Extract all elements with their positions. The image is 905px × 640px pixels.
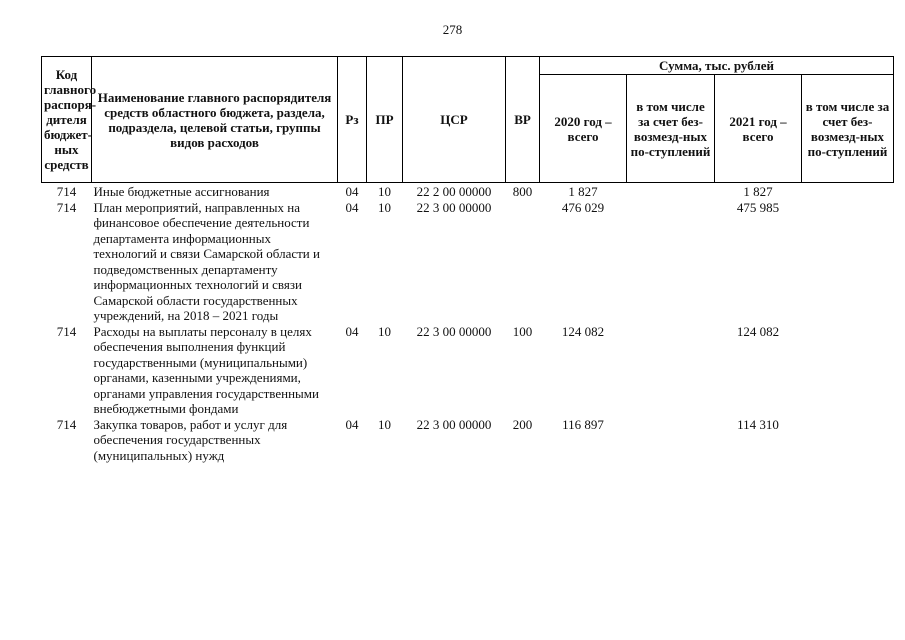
cell-2021-total: 114 310 [737, 416, 779, 432]
header-rz: Рз [338, 57, 367, 183]
cell-2020-free [627, 200, 715, 324]
header-2021-total: 2021 год – всего [715, 75, 802, 183]
cell-code: 714 [56, 323, 77, 339]
cell-rz: 04 [345, 323, 359, 339]
header-2020-total: 2020 год – всего [540, 75, 627, 183]
table-body [42, 183, 894, 464]
cell-pr: 10 [378, 199, 391, 215]
cell-2020-total: 476 029 [561, 199, 605, 215]
cell-name: Иные бюджетные ассигнования [93, 184, 270, 199]
cell-code: 714 [56, 199, 77, 215]
cell-rz: 04 [345, 184, 359, 199]
cell-vr: 200 [512, 416, 533, 432]
header-name: Наименование главного распорядителя средств областного бюджета, раздела, подраздела, целевой статьи, группы видов расходов [92, 57, 338, 183]
cell-2021-total: 1 827 [743, 184, 773, 199]
header-csr: ЦСР [403, 57, 506, 183]
cell-code: 714 [56, 416, 77, 432]
cell-pr: 10 [378, 184, 391, 199]
cell-pr: 10 [378, 323, 391, 339]
page-number: 278 [442, 22, 463, 37]
cell-name: Расходы на выплаты персоналу в целях обеспечения выполнения функций государственными (муниципальными) органами, казенными учреждениями, органами управления государственными внебюджетными фондами [93, 323, 319, 416]
cell-2021-free [802, 183, 894, 200]
cell-2021-free [802, 324, 894, 417]
cell-2020-total: 116 897 [562, 416, 604, 432]
cell-2020-total: 124 082 [561, 323, 605, 339]
header-2021-free: в том числе за счет без-возмезд-ных по-ступлений [802, 75, 894, 183]
table-row [42, 183, 894, 200]
cell-name: План мероприятий, направленных на финансовое обеспечение деятельности департамента информационных технологий и связи Самарской области и подведомственных департаменту информационных технологий и связи Самарской области государственных учреждений, на 2018 – 2021 годы [93, 199, 320, 323]
table-row [42, 417, 894, 464]
cell-vr [506, 200, 540, 324]
cell-2020-total: 1 827 [568, 184, 598, 199]
table-row [42, 324, 894, 417]
cell-csr: 22 3 00 00000 [416, 323, 492, 339]
cell-code: 714 [56, 184, 77, 199]
table-row [42, 200, 894, 324]
table-header [42, 57, 894, 183]
cell-pr: 10 [378, 416, 391, 432]
cell-2020-free [627, 324, 715, 417]
header-code: Код главного распоря-дителя бюджет-ных средств [42, 57, 92, 183]
cell-vr: 800 [512, 184, 533, 199]
cell-2020-free [627, 417, 715, 464]
cell-2021-free [802, 200, 894, 324]
cell-csr: 22 3 00 00000 [416, 199, 492, 215]
cell-csr: 22 3 00 00000 [416, 416, 492, 432]
header-sum: Сумма, тыс. рублей [540, 57, 894, 75]
budget-table [41, 56, 894, 463]
cell-2021-free [802, 417, 894, 464]
cell-2020-free [627, 183, 715, 200]
cell-csr: 22 2 00 00000 [416, 184, 492, 199]
cell-2021-total: 475 985 [736, 199, 780, 215]
cell-rz: 04 [345, 416, 359, 432]
header-pr: ПР [367, 57, 403, 183]
cell-name: Закупка товаров, работ и услуг для обеспечения государственных (муниципальных) нужд [93, 416, 288, 463]
header-vr: ВР [506, 57, 540, 183]
header-2020-free: в том числе за счет без-возмезд-ных по-ступлений [627, 75, 715, 183]
cell-2021-total: 124 082 [736, 323, 780, 339]
cell-rz: 04 [345, 199, 359, 215]
cell-vr: 100 [512, 323, 533, 339]
